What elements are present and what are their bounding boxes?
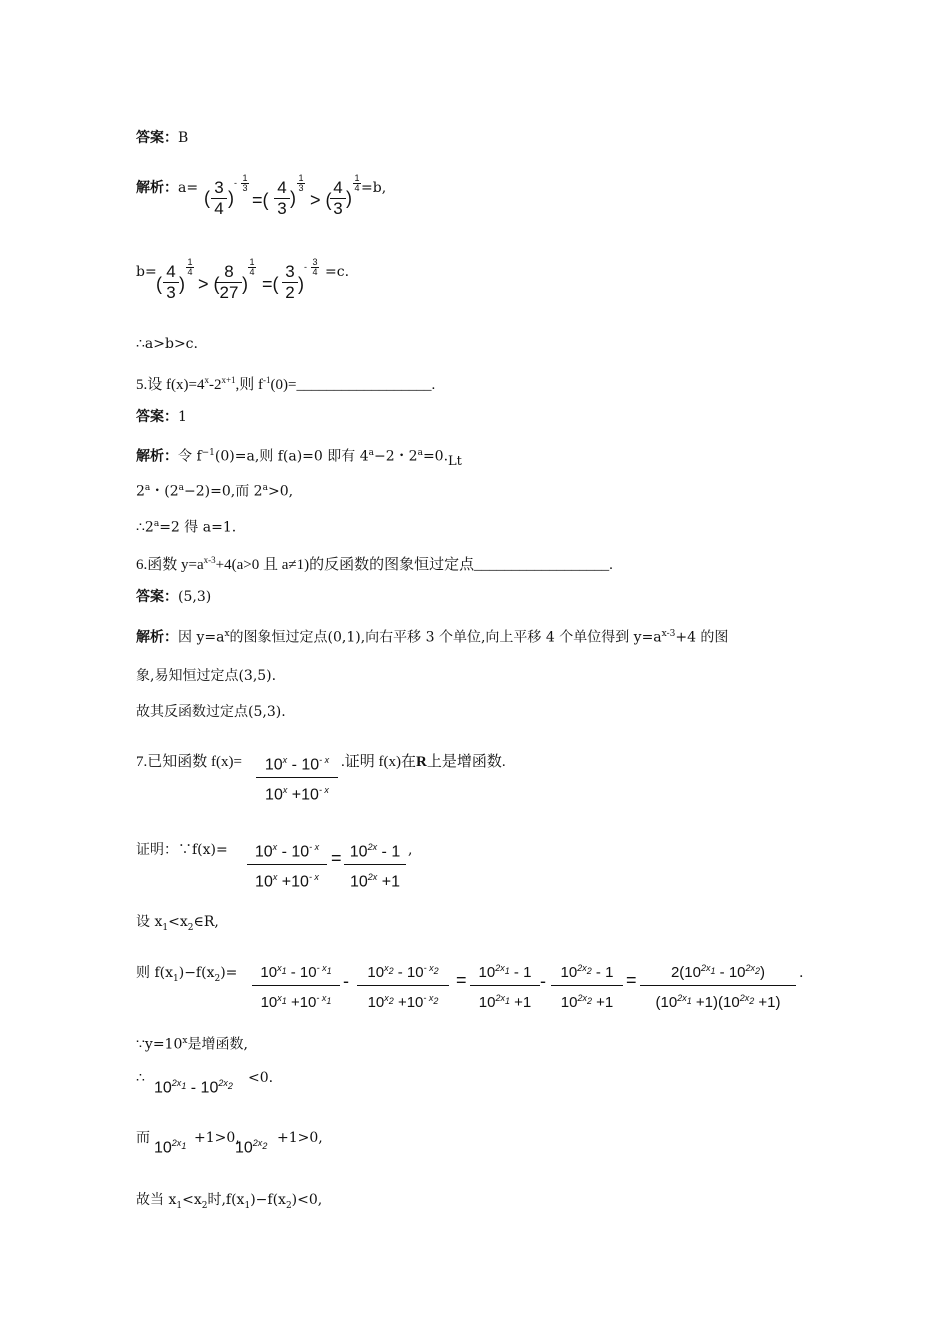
fraction-3-4: 3 4 (211, 178, 227, 219)
proof-line: 证明：∵f(x)= (136, 842, 228, 858)
answer-value: B (178, 130, 189, 146)
fraction-4-3b: 4 3 (330, 178, 346, 219)
then-dot: . (799, 965, 804, 981)
greater-2: +1>0, (277, 1130, 323, 1146)
therefore-line-2: ∴ (136, 1070, 145, 1086)
fraction-then-5: $2(10^{2x_1} - 10^{2x_2})$ $(10^{2x_1} +1)(10^{2x_2} +1)$ (640, 956, 796, 1015)
b-end: =c. (325, 264, 350, 280)
fraction-then-2: $10^{x_2} - 10^{- x_2}$ $10^{x_2} +10^{- x_2}$ (357, 956, 449, 1015)
equals-sign: = (331, 848, 342, 868)
question-6: 6.函数 $y=a^{x-3}+4(a>0$ 且 a≠1)的反函数的图象恒过定点__________________. (136, 555, 613, 573)
b-start: b= (136, 264, 157, 280)
question-5: 5.设 $f(x)=4^x-2^{x+1}$,则 $f^{-1}(0)=\_\_\_\_\_\_\_\_\_\_\_\_\_\_\_\_\_\_$. (136, 375, 436, 393)
er-label: 而 (136, 1130, 150, 1146)
question-7-start: 7.已知函数 f(x)= (136, 754, 242, 770)
math-diff: $10^{2x_1} - 10^{2x_2}$ (154, 1078, 233, 1097)
analysis-line-5c: $\therefore 2^a=2$ 得 a=1. (136, 519, 237, 536)
analysis-a-start: a= (178, 180, 199, 196)
stray-mark: Lt (448, 453, 462, 469)
therefore-abc: ∴a>b>c. (136, 336, 198, 352)
analysis-line-5: 解析：令 $f^{-1}(0)=a$,则 f(a)=0 即有 $4^a-2$・$2^a=0.Lt$ (136, 448, 462, 469)
answer-line-1 (136, 128, 188, 148)
greater-1: +1>0, (194, 1130, 240, 1146)
fraction-then-4: $10^{2x_2} - 1$ $10^{2x_2} +1$ (551, 956, 623, 1015)
fraction-proof-1: $10^x - 10^{- x}$ $10^x +10^{- x}$ (247, 835, 327, 895)
analysis-line-6c: 故其反函数过定点(5,3). (136, 704, 286, 720)
math-pos-1: $10^{2x_1}$ (154, 1138, 187, 1157)
analysis-a-end: =b, (361, 180, 387, 196)
equals-sign-3: = (626, 970, 637, 990)
increasing-line: $\because y=10^x$是增函数, (136, 1036, 248, 1053)
final-line: 故当 $x_1<x_2$时$,f(x_1)-f(x_2)<0$, (136, 1192, 323, 1211)
less-than-zero: <0. (248, 1070, 274, 1086)
minus-sign-2: - (540, 971, 546, 991)
answer-line-6: 答案：(5,3) (136, 589, 212, 605)
fraction-3-2: 3 2 (282, 262, 298, 303)
question-7-end: .证明 f(x)在R上是增函数. (341, 754, 506, 770)
analysis-line-6b: 象,易知恒过定点(3,5). (136, 668, 277, 684)
fraction-8-27: 8 27 (216, 262, 242, 303)
math-pos-2: $10^{2x_2}$ (235, 1138, 268, 1157)
analysis-label: 解析： (136, 180, 178, 196)
then-line: 则 $f(x_1)-f(x_2)=$ (136, 965, 238, 984)
exponent: - (234, 178, 237, 188)
answer-label: 答案： (136, 130, 178, 146)
set-line: 设 $x_1<x_2\in R$, (136, 914, 219, 933)
minus-sign-1: - (343, 971, 349, 991)
fraction-proof-2: $10^{2x} - 1$ $10^{2x} +1$ (344, 835, 406, 895)
equals-sign-2: = (456, 970, 467, 990)
fraction-q7: $10^x - 10^{- x}$ $10^x +10^{- x}$ (256, 748, 338, 808)
analysis-line-5b: 2$^a$・$(2^a-2)=0$,而 $2^a>0$, (136, 483, 294, 500)
fraction-4-3: 4 3 (274, 178, 290, 219)
fraction-then-1: $10^{x_1} - 10^{- x_1}$ $10^{x_1} +10^{- x_1}$ (252, 956, 340, 1015)
analysis-line-6: 解析：因 $y=a^x$的图象恒过定点(0,1),向右平移 3 个单位,向上平移 4 个单位得到 $y=a^{x-3}+4$ 的图 (136, 629, 729, 646)
analysis-line-a (136, 178, 198, 198)
proof-comma: , (408, 842, 413, 858)
answer-line-5: 答案：1 (136, 409, 187, 425)
fraction-4-3c: 4 3 (163, 262, 179, 303)
fraction-then-3: $10^{2x_1} - 1$ $10^{2x_1} +1$ (470, 956, 540, 1015)
